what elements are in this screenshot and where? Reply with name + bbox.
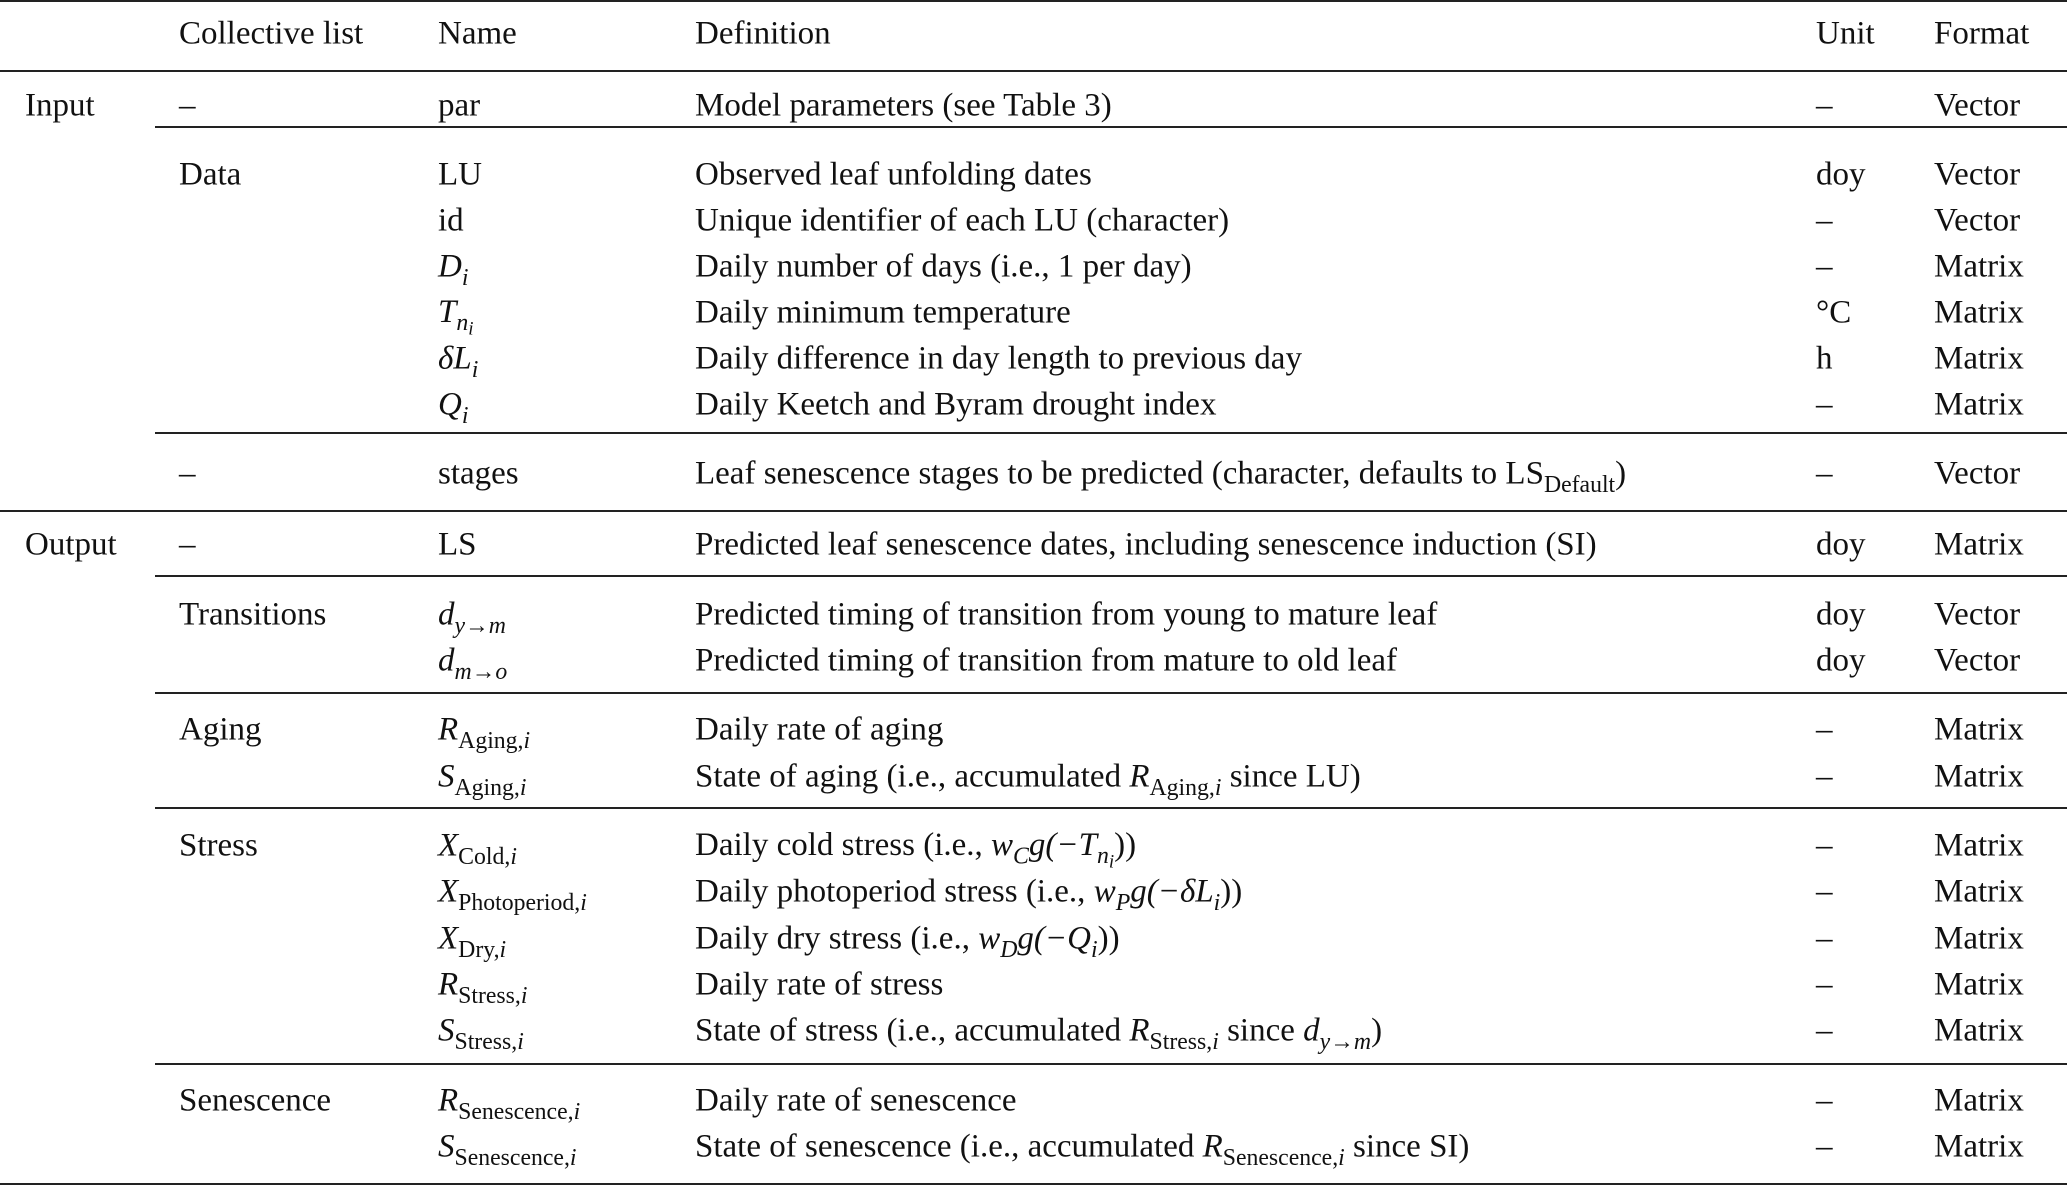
name-cell — [438, 827, 517, 870]
unit-cell: – — [1816, 873, 1833, 910]
math-w-subscript: C — [1013, 843, 1029, 870]
math2-base: d — [1303, 1012, 1320, 1049]
definition-cell: Daily rate of aging — [695, 711, 944, 748]
symbol-base: R — [438, 711, 459, 748]
collective-cell: Aging — [179, 711, 262, 748]
collective-cell: Senescence — [179, 1082, 332, 1119]
symbol-subscript: Senescence, — [458, 1098, 574, 1125]
symbol-subscript-index: i — [519, 774, 527, 801]
definition-cell — [695, 826, 1137, 874]
math-expression: g(−T — [1028, 826, 1098, 863]
name-cell — [438, 711, 531, 754]
symbol-subscript: Stress, — [458, 982, 521, 1009]
collective-cell: Data — [179, 156, 242, 193]
symbol-subscript-index: i — [520, 982, 528, 1009]
unit-cell: doy — [1816, 526, 1866, 563]
unit-cell: doy — [1816, 642, 1866, 679]
symbol-subscript: Stress, — [454, 1028, 518, 1055]
name-cell — [438, 642, 508, 685]
format-cell: Vector — [1934, 202, 2021, 239]
math-subscript-index: i — [1212, 1028, 1219, 1055]
symbol-base: R — [438, 1082, 459, 1119]
definition-end: ) — [1615, 455, 1627, 492]
definition-mid: since — [1218, 1012, 1304, 1049]
definition-text: Daily dry stress (i.e., — [695, 920, 979, 957]
definition-end: ) — [1371, 1012, 1383, 1049]
unit-cell: – — [1816, 758, 1833, 795]
math-w-subscript: D — [1000, 936, 1018, 963]
output-sub-rule-3 — [155, 807, 2067, 809]
symbol-base: d — [438, 642, 455, 679]
unit-cell: – — [1816, 1012, 1833, 1049]
math-subscript-index: i — [1214, 774, 1222, 801]
name-cell: LU — [438, 156, 482, 193]
definition-text: State of senescence (i.e., accumulated — [695, 1128, 1203, 1165]
definition-cell: Daily rate of senescence — [695, 1082, 1017, 1119]
definition-cell: Daily number of days (i.e., 1 per day) — [695, 248, 1192, 285]
format-cell: Matrix — [1934, 873, 2024, 910]
name-cell — [438, 340, 479, 383]
name-cell — [438, 248, 469, 291]
symbol-base: D — [438, 248, 462, 285]
math-expression: g(−Q — [1017, 920, 1091, 957]
definition-end: )) — [1114, 826, 1137, 863]
input-sub-rule-1 — [155, 126, 2067, 128]
definition-end: )) — [1220, 873, 1243, 910]
name-cell: par — [438, 87, 481, 124]
definition-cell: Daily Keetch and Byram drought index — [695, 386, 1217, 423]
symbol-base: S — [438, 1012, 455, 1049]
symbol-subsubscript: i — [468, 319, 474, 341]
input-output-rule — [0, 510, 2067, 512]
name-cell — [438, 596, 506, 639]
collective-cell: Transitions — [179, 596, 327, 633]
format-cell: Vector — [1934, 596, 2021, 633]
math-w: w — [978, 920, 1001, 957]
format-cell: Matrix — [1934, 711, 2024, 748]
symbol-base: d — [438, 596, 455, 633]
header-collective: Collective list — [179, 15, 364, 52]
definition-text: Daily cold stress (i.e., — [695, 826, 992, 863]
unit-cell: °C — [1816, 294, 1852, 331]
symbol-subscript: y→m — [454, 612, 506, 639]
group-output: Output — [25, 526, 117, 563]
symbol-subscript: Dry, — [458, 936, 500, 963]
math-subsubscript: i — [1108, 852, 1115, 874]
definition-cell: Daily minimum temperature — [695, 294, 1071, 331]
collective-cell: Stress — [179, 827, 258, 864]
math-w: w — [1093, 873, 1116, 910]
definition-cell — [695, 920, 1120, 963]
math-subscript: i — [1090, 936, 1098, 963]
math-base: R — [1129, 1012, 1150, 1049]
definition-end: since LU) — [1221, 758, 1361, 795]
math-subscript: Senescence, — [1222, 1144, 1339, 1171]
format-cell: Vector — [1934, 156, 2021, 193]
header-name: Name — [438, 15, 517, 52]
format-cell: Matrix — [1934, 1012, 2024, 1049]
unit-cell: – — [1816, 87, 1833, 124]
symbol-subscript: i — [461, 402, 469, 429]
unit-cell: doy — [1816, 596, 1866, 633]
top-rule — [0, 0, 2067, 2]
format-cell: Matrix — [1934, 1128, 2024, 1165]
symbol-base: S — [438, 758, 455, 795]
header-unit: Unit — [1816, 15, 1875, 52]
definition-text: State of stress (i.e., accumulated — [695, 1012, 1130, 1049]
symbol-subscript-index: i — [573, 1098, 581, 1125]
name-cell: stages — [438, 455, 519, 492]
symbol-subscript-index: i — [517, 1028, 524, 1055]
format-cell: Matrix — [1934, 758, 2024, 795]
definition-cell: Daily rate of stress — [695, 966, 944, 1003]
definition-end: since SI) — [1344, 1128, 1470, 1165]
header-rule — [0, 70, 2067, 72]
definition-text: Daily photoperiod stress (i.e., — [695, 873, 1094, 910]
unit-cell: – — [1816, 711, 1833, 748]
unit-cell: doy — [1816, 156, 1866, 193]
format-cell: Matrix — [1934, 386, 2024, 423]
name-cell — [438, 920, 507, 963]
symbol-base: X — [438, 920, 459, 957]
definition-cell — [695, 1012, 1383, 1055]
definition-text: State of aging (i.e., accumulated — [695, 758, 1130, 795]
symbol-base: δL — [438, 340, 472, 377]
name-cell — [438, 386, 469, 429]
symbol-base: S — [438, 1128, 455, 1165]
definition-cell: Daily difference in day length to previous day — [695, 340, 1302, 377]
format-cell: Vector — [1934, 642, 2021, 679]
definition-subscript: Default — [1543, 471, 1616, 498]
math-subscript-index: i — [1338, 1144, 1345, 1171]
name-cell — [438, 966, 528, 1009]
format-cell: Matrix — [1934, 294, 2024, 331]
format-cell: Vector — [1934, 87, 2021, 124]
symbol-subscript: Aging, — [458, 727, 524, 754]
definition-cell: Predicted timing of transition from young to mature leaf — [695, 596, 1438, 633]
name-cell — [438, 293, 474, 341]
format-cell: Matrix — [1934, 966, 2024, 1003]
math-base: R — [1129, 758, 1150, 795]
group-input: Input — [25, 87, 95, 124]
definition-cell: Predicted leaf senescence dates, including senescence induction (SI) — [695, 526, 1597, 563]
name-cell: LS — [438, 526, 477, 563]
name-cell: id — [438, 202, 464, 239]
math-expression: g(−δL — [1130, 873, 1214, 910]
symbol-subscript: m→o — [454, 658, 508, 685]
symbol-base: R — [438, 966, 459, 1003]
math-base: R — [1202, 1128, 1223, 1165]
definition-end: )) — [1097, 920, 1120, 957]
symbol-subscript: Cold, — [458, 843, 511, 870]
collective-cell: – — [179, 87, 196, 124]
definition-cell — [695, 873, 1243, 916]
symbol-base: T — [438, 293, 457, 330]
math2-subscript: y→m — [1319, 1028, 1372, 1055]
math-subscript: i — [1213, 889, 1221, 916]
unit-cell: – — [1816, 202, 1833, 239]
collective-cell: – — [179, 455, 196, 492]
format-cell: Vector — [1934, 455, 2021, 492]
definition-text: Leaf senescence stages to be predicted (character, defaults to LS — [695, 455, 1544, 492]
format-cell: Matrix — [1934, 1082, 2024, 1119]
definition-cell: Observed leaf unfolding dates — [695, 156, 1092, 193]
unit-cell: h — [1816, 340, 1833, 377]
unit-cell: – — [1816, 966, 1833, 1003]
symbol-subscript: Photoperiod, — [458, 889, 581, 916]
symbol-subscript: n — [456, 310, 469, 337]
format-cell: Matrix — [1934, 526, 2024, 563]
unit-cell: – — [1816, 386, 1833, 423]
math-subscript: Aging, — [1149, 774, 1215, 801]
symbol-subscript-index: i — [569, 1144, 577, 1171]
name-cell — [438, 758, 527, 801]
name-cell — [438, 873, 587, 916]
math-subscript: Stress, — [1149, 1028, 1213, 1055]
format-cell: Matrix — [1934, 248, 2024, 285]
symbol-base: X — [438, 827, 459, 864]
input-sub-rule-2 — [155, 432, 2067, 434]
bottom-rule — [0, 1183, 2067, 1185]
symbol-subscript: i — [471, 356, 479, 383]
symbol-subscript-index: i — [499, 936, 507, 963]
symbol-base: X — [438, 873, 459, 910]
definition-cell: Model parameters (see Table 3) — [695, 87, 1112, 124]
symbol-subscript: Aging, — [454, 774, 520, 801]
output-sub-rule-2 — [155, 692, 2067, 694]
symbol-subscript: Senescence, — [454, 1144, 570, 1171]
unit-cell: – — [1816, 920, 1833, 957]
definition-cell: Predicted timing of transition from mature to old leaf — [695, 642, 1397, 679]
definition-cell — [695, 758, 1361, 801]
math-w-subscript: P — [1115, 889, 1131, 916]
format-cell: Matrix — [1934, 340, 2024, 377]
format-cell: Matrix — [1934, 920, 2024, 957]
math-w: w — [991, 826, 1014, 863]
format-cell: Matrix — [1934, 827, 2024, 864]
output-sub-rule-4 — [155, 1063, 2067, 1065]
unit-cell: – — [1816, 827, 1833, 864]
unit-cell: – — [1816, 248, 1833, 285]
math-subscript: n — [1097, 843, 1109, 870]
header-definition: Definition — [695, 15, 831, 52]
definition-cell: Unique identifier of each LU (character) — [695, 202, 1230, 239]
symbol-base: Q — [438, 386, 462, 423]
name-cell — [438, 1082, 581, 1125]
unit-cell: – — [1816, 1082, 1833, 1119]
symbol-subscript-index: i — [580, 889, 587, 916]
unit-cell: – — [1816, 1128, 1833, 1165]
symbol-subscript: i — [461, 264, 469, 291]
header-format: Format — [1934, 15, 2030, 52]
definition-cell — [695, 1128, 1470, 1171]
name-cell — [438, 1012, 524, 1055]
symbol-subscript-index: i — [523, 727, 531, 754]
name-cell — [438, 1128, 577, 1171]
collective-cell: – — [179, 526, 196, 563]
definition-cell — [695, 455, 1627, 498]
symbol-subscript-index: i — [510, 843, 517, 870]
output-sub-rule-1 — [155, 575, 2067, 577]
unit-cell: – — [1816, 455, 1833, 492]
